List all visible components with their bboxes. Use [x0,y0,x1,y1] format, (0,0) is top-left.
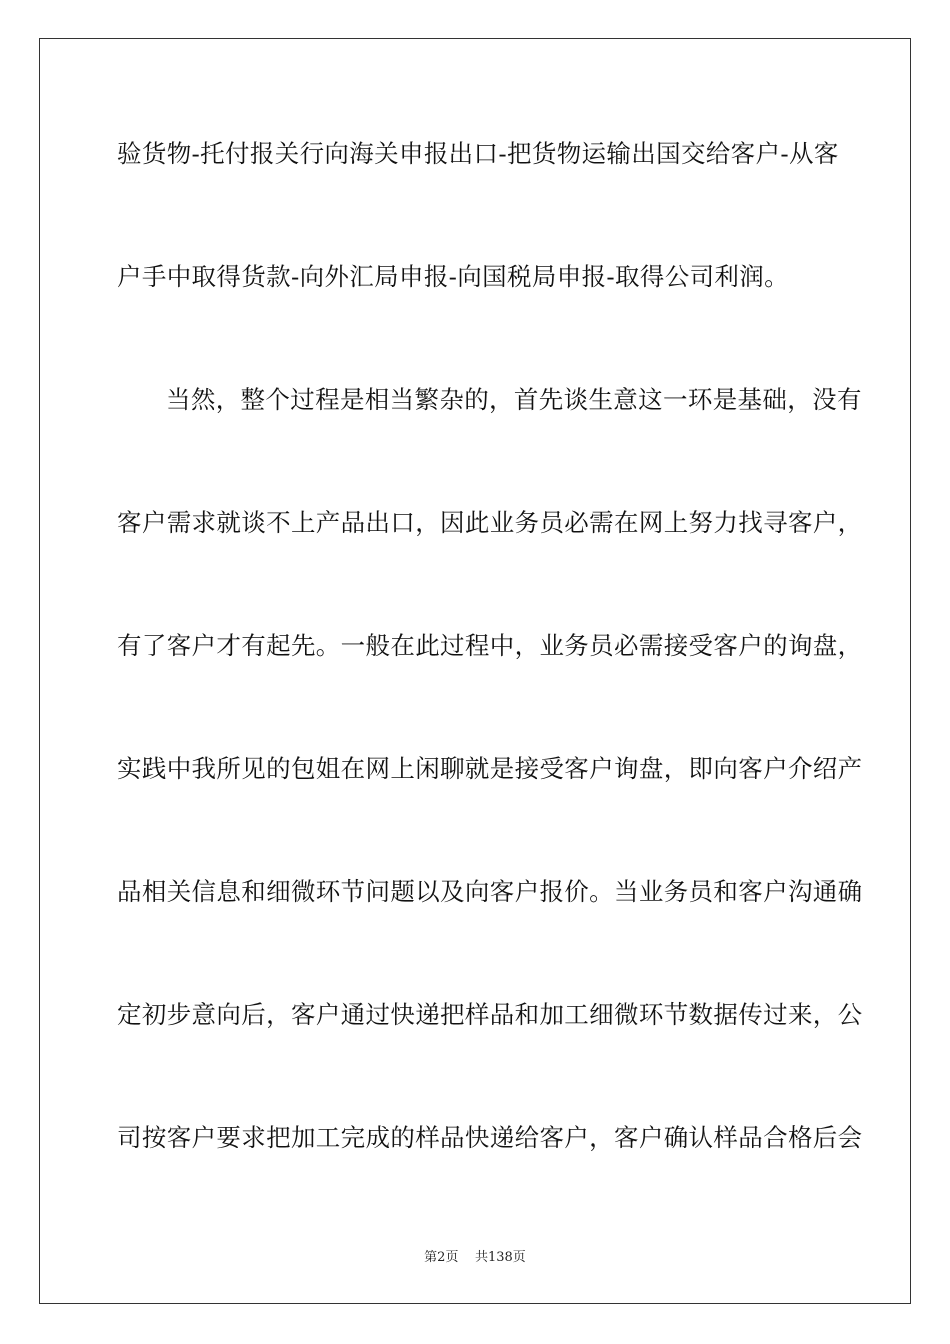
body-text-line-2: 户手中取得货款-向外汇局申报-向国税局申报-取得公司利润。 [117,262,789,291]
page-border [39,38,911,1304]
body-text-line-4: 客户需求就谈不上产品出口，因此业务员必需在网上努力找寻客户， [117,508,863,537]
body-text-line-7: 品相关信息和细微环节问题以及向客户报价。当业务员和客户沟通确 [117,877,863,906]
page-number: 第2页 [424,1250,459,1265]
body-text-line-5: 有了客户才有起先。一般在此过程中，业务员必需接受客户的询盘， [117,631,863,660]
body-text-line-3: 当然，整个过程是相当繁杂的，首先谈生意这一环是基础，没有 [166,385,862,414]
page-total: 共138页 [474,1250,526,1265]
body-text-line-1: 验货物-托付报关行向海关申报出口-把货物运输出国交给客户-从客 [117,139,839,168]
body-text-line-6: 实践中我所见的包姐在网上闲聊就是接受客户询盘，即向客户介绍产 [117,754,863,783]
page-footer [0,1250,950,1266]
body-text-line-8: 定初步意向后，客户通过快递把样品和加工细微环节数据传过来，公 [117,1000,863,1029]
body-text-line-9: 司按客户要求把加工完成的样品快递给客户，客户确认样品合格后会 [117,1123,863,1152]
